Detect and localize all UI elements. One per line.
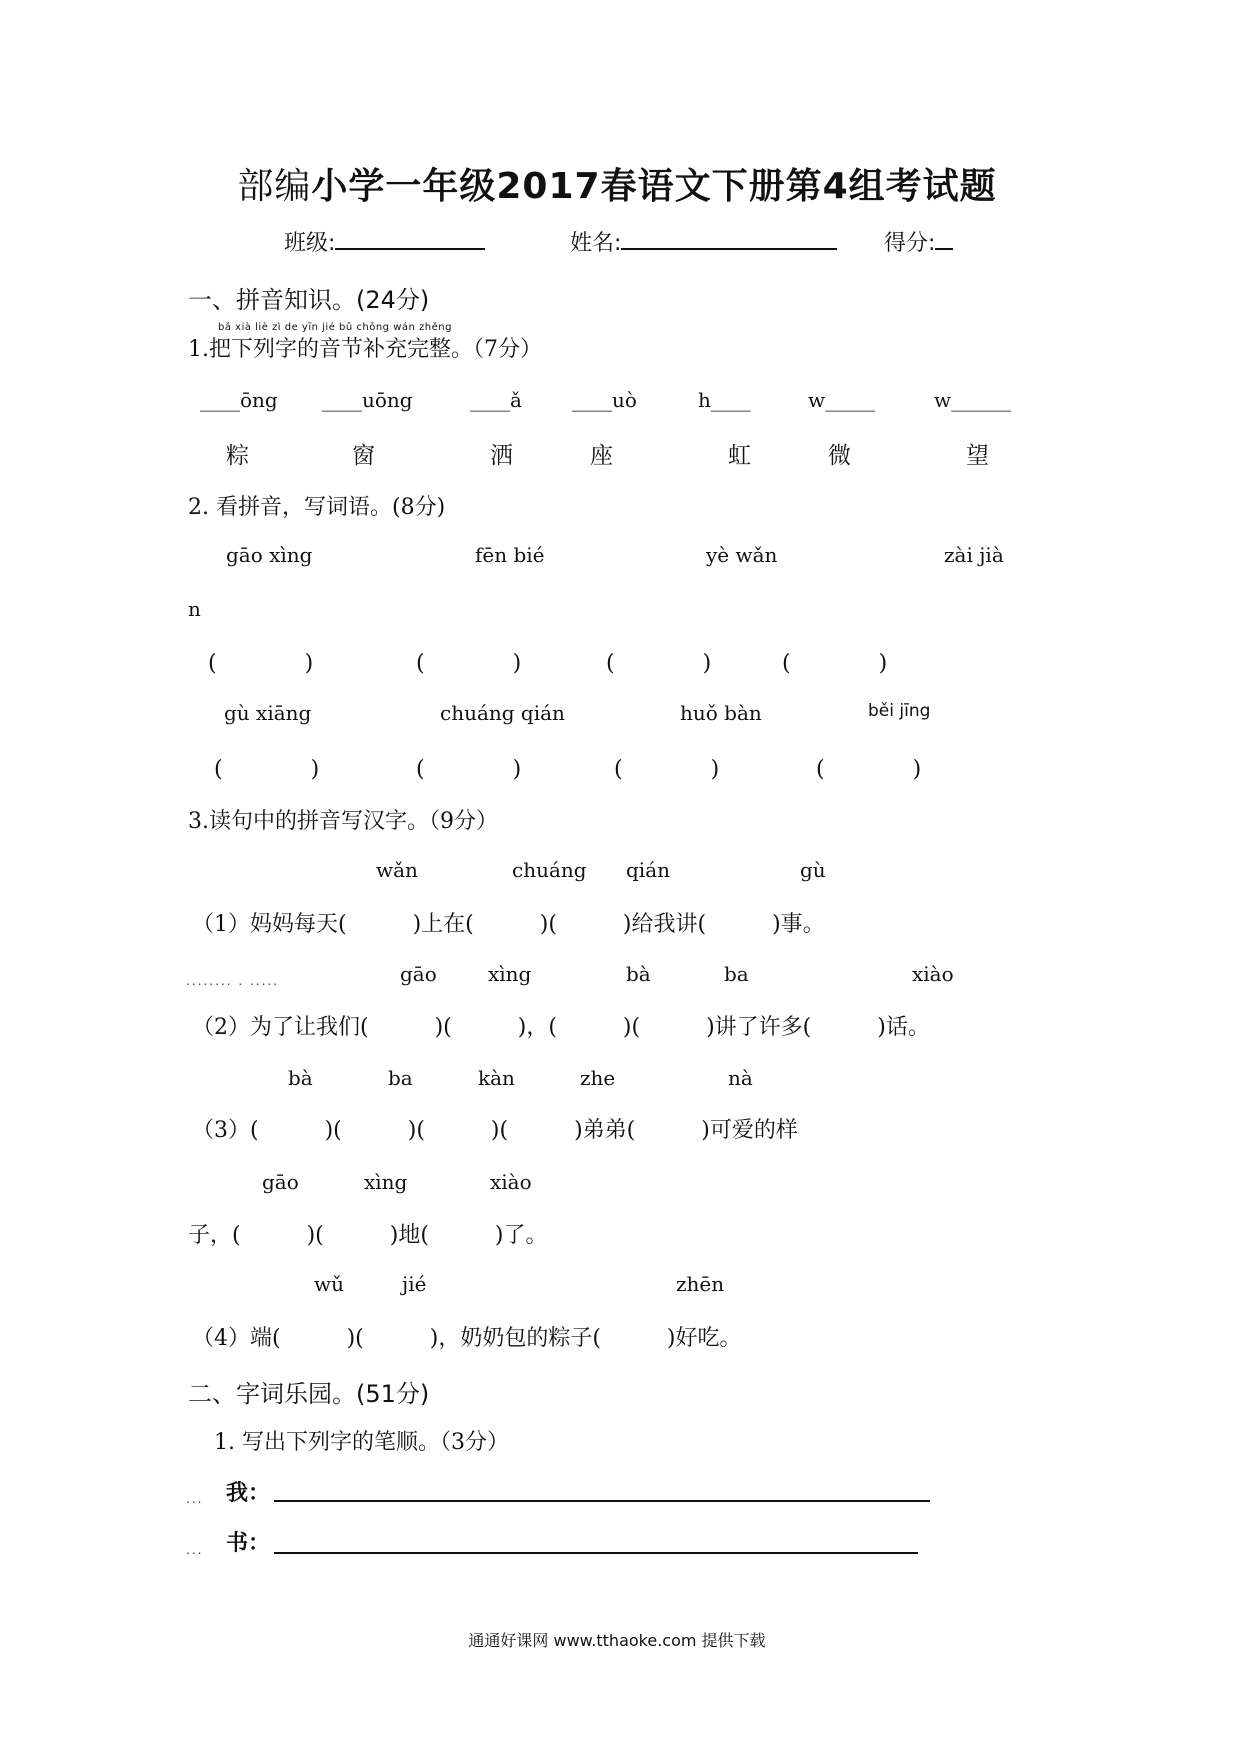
page-title	[0, 158, 1234, 209]
q3-pinyin: qián	[626, 858, 671, 882]
stroke-item-wo: 我：	[226, 1480, 271, 1506]
answer-paren[interactable]: ( )	[208, 651, 314, 676]
q3-text: 3.读句中的拼音写汉字。（9分）	[188, 809, 498, 834]
q2-pinyin: gāo xìng	[226, 543, 313, 567]
answer-paren[interactable]: ( )	[214, 757, 320, 782]
section1-heading: 一、拼音知识。(24分)	[188, 286, 430, 314]
answer-paren[interactable]: ( )	[416, 651, 522, 676]
q3-pinyin: wǔ	[314, 1272, 344, 1296]
q1-char: 洒	[490, 443, 513, 469]
q1-pinyin-annotation: bǎ xià liè zì de yīn jié bǔ chōng wán zhěng	[218, 322, 452, 333]
q3-pinyin: chuáng	[512, 858, 587, 882]
q2-pinyin: běi jīng	[868, 701, 931, 721]
q3-sentence-3: （3）( )( )( )( )弟弟( )可爱的样	[192, 1118, 798, 1143]
q1-blank[interactable]: ____uōng	[322, 388, 413, 412]
class-blank[interactable]	[335, 226, 485, 250]
q3-pinyin: xiào	[490, 1170, 532, 1194]
q3-pinyin: ba	[724, 962, 749, 986]
q3-pinyin: zhe	[580, 1066, 616, 1090]
q1-blank[interactable]: ____ōng	[200, 388, 278, 412]
q1-char: 微	[828, 443, 851, 469]
q1-char: 座	[590, 443, 613, 469]
q3-sentence-4: （4）端( )( )，奶奶包的粽子( )好吃。	[192, 1326, 742, 1351]
q3-sentence-2: （2）为了让我们( )( )，( )( )讲了许多( )话。	[192, 1015, 930, 1040]
answer-paren[interactable]: ( )	[816, 757, 922, 782]
q3-pinyin: nà	[728, 1066, 753, 1090]
q3-pinyin: bà	[288, 1066, 313, 1090]
q3-pinyin: ba	[388, 1066, 413, 1090]
q3-pinyin: xìng	[364, 1170, 408, 1194]
score-label: 得分:	[884, 231, 936, 256]
q3-pinyin: wǎn	[376, 858, 418, 882]
q2-pinyin: gù xiāng	[224, 701, 312, 725]
q2-text: 2. 看拼音，写词语。(8分)	[188, 495, 446, 520]
q1-char: 粽	[226, 443, 249, 469]
q1-char: 窗	[352, 443, 375, 469]
answer-paren[interactable]: ( )	[782, 651, 888, 676]
title-prefix: 部编	[237, 166, 312, 207]
q3-pinyin: bà	[626, 962, 651, 986]
q3-pinyin: gāo	[262, 1170, 299, 1194]
page-footer: 通通好课网 www.tthaoke.com 提供下载	[468, 1631, 766, 1650]
q1-char: 虹	[728, 443, 751, 469]
q3-pinyin: gāo	[400, 962, 437, 986]
name-blank[interactable]	[621, 226, 837, 250]
q2-pinyin-wrap: n	[188, 597, 201, 621]
score-field	[884, 226, 953, 257]
q3-pinyin: kàn	[478, 1066, 515, 1090]
class-label: 班级:	[284, 231, 336, 256]
answer-paren[interactable]: ( )	[614, 757, 720, 782]
q2-pinyin: chuáng qián	[440, 701, 565, 725]
answer-paren[interactable]: ( )	[416, 757, 522, 782]
section2-q1-text: 1. 写出下列字的笔顺。（3分）	[214, 1430, 509, 1455]
stroke-answer-line[interactable]	[274, 1552, 918, 1554]
q1-blank[interactable]: w______	[934, 388, 1012, 412]
q2-pinyin: zài jià	[944, 543, 1004, 567]
q1-blank[interactable]: ____ǎ	[470, 388, 522, 412]
section2-heading: 二、字词乐园。(51分)	[188, 1380, 430, 1408]
q1-char: 望	[966, 443, 989, 469]
dots-mark: ...	[186, 1492, 204, 1506]
q3-pinyin: xìng	[488, 962, 532, 986]
name-label: 姓名:	[570, 231, 622, 256]
answer-paren[interactable]: ( )	[606, 651, 712, 676]
q3-sentence-1: （1）妈妈每天( )上在( )( )给我讲( )事。	[192, 912, 825, 937]
stroke-item-shu: 书：	[226, 1530, 271, 1556]
title-main: 小学一年级2017春语文下册第4组考试题	[311, 166, 997, 207]
class-field	[284, 226, 485, 257]
q2-pinyin: fēn bié	[475, 543, 545, 567]
q1-text: 1.把下列字的音节补充完整。（7分）	[188, 337, 542, 362]
q1-blank[interactable]: h____	[698, 388, 751, 412]
name-field	[570, 226, 837, 257]
q3-sentence-3-cont: 子，( )( )地( )了。	[188, 1223, 548, 1248]
dots-mark: ........ . .....	[186, 974, 280, 988]
q3-pinyin: zhēn	[676, 1272, 725, 1296]
q1-blank[interactable]: w_____	[808, 388, 876, 412]
q1-blank[interactable]: ____uò	[572, 388, 637, 412]
stroke-answer-line[interactable]	[274, 1500, 930, 1502]
dots-mark: ...	[186, 1543, 204, 1557]
q2-pinyin: yè wǎn	[706, 543, 778, 567]
q3-pinyin: xiào	[912, 962, 954, 986]
q3-pinyin: jié	[402, 1272, 427, 1296]
score-blank[interactable]	[935, 226, 953, 250]
q2-pinyin: huǒ bàn	[680, 701, 762, 725]
q3-pinyin: gù	[800, 858, 826, 882]
